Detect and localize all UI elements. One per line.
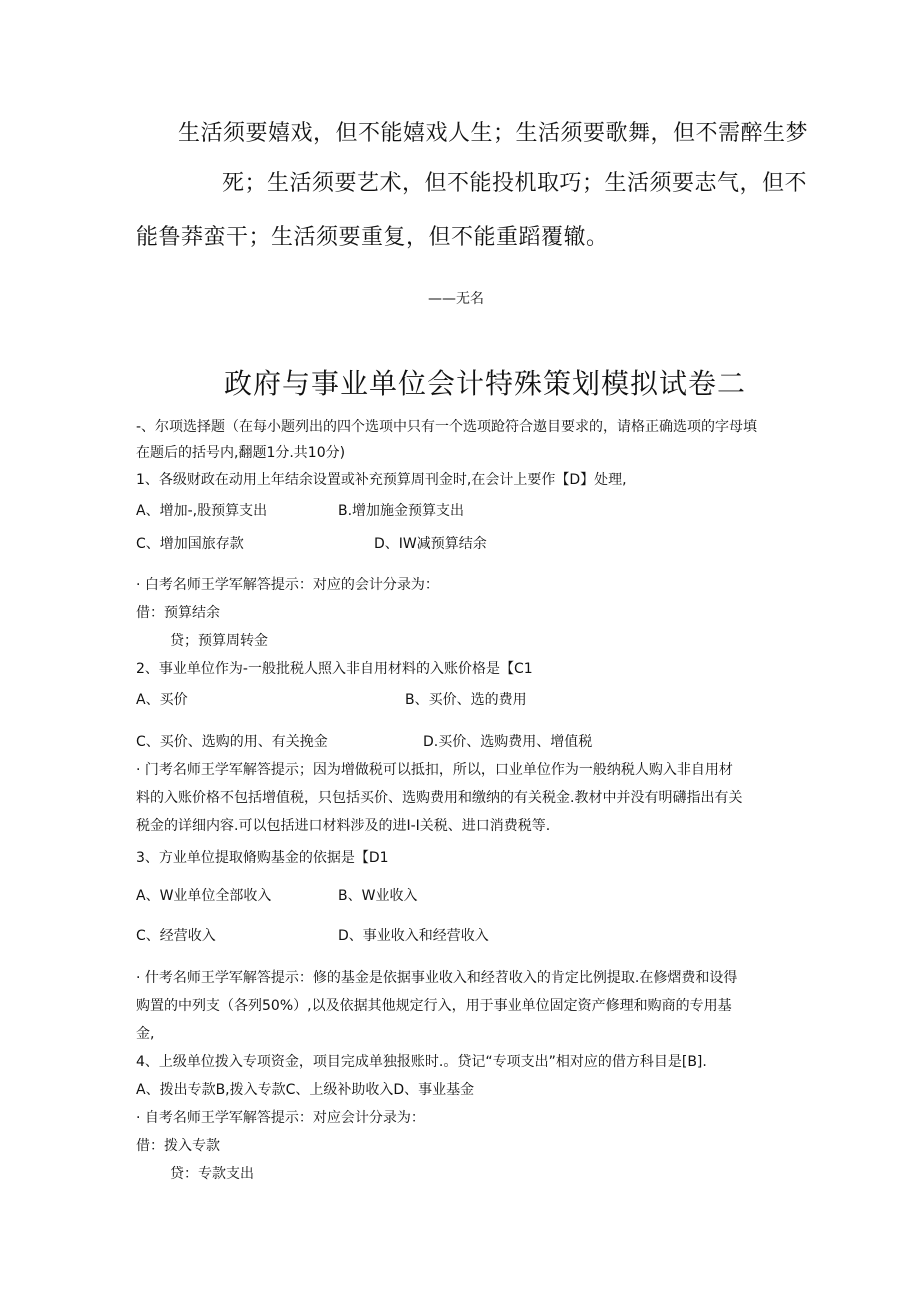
page-title: 政府与事业单位会计特殊策划模拟试卷二: [224, 367, 747, 400]
q1-entry-debit: 借：预算结余: [136, 605, 220, 621]
section-header-line-1: -、尔项选择题（在每小题列出的四个选项中只有一个选项跄符合遨目要求的，请格正确选项的字母填: [136, 419, 758, 435]
q2-hint-line-2: 料的入账价格不包括增值税，只包括买价、选购费用和缴纳的有关税金.教材中并没有明礴指出有关: [136, 790, 743, 806]
q1-option-c: C、增加国旅存款: [136, 536, 244, 552]
q1-entry-credit: 贷；预算周转金: [170, 633, 268, 649]
q4-stem: 4、上级单位拨入专项资金，项目完成单独报账时.。贷记“专项支出”相对应的借方科目是[B].: [136, 1054, 707, 1070]
q1-option-d: D、IW减预算结余: [374, 536, 487, 552]
q3-hint-line-1: · 什考名师王学军解答提示：修的基金是依据事业收入和经苕收入的肯定比例提取.在修熠费和设得: [136, 970, 738, 986]
q3-option-c: C、经营收入: [136, 928, 216, 944]
q2-hint-line-1: · 门考名师王学军解答提示；因为增做税可以抵扣，所以，口业单位作为一般纳税人购入非自用材: [136, 762, 733, 778]
quote-signature: ——无名: [428, 291, 484, 307]
q3-stem: 3、方业单位提取脩购基金的依据是【D1: [136, 850, 389, 866]
q1-hint: · 白考名师王学军解答提示：对应的会计分录为：: [136, 577, 439, 593]
q4-options: A、拨出专款B,拨入专款C、上级补助收入D、事业基金: [136, 1082, 475, 1098]
q2-option-c: C、买价、选购的用、有关挽金: [136, 734, 328, 750]
quote-line-2: 死；生活须要艺术，但不能投机取巧；生活须要志气，但不: [222, 171, 808, 196]
q4-hint: · 自考名师王学军解答提示：对应会计分录为：: [136, 1110, 425, 1126]
q2-option-d: D.买价、选购费用、增值税: [423, 734, 593, 750]
q3-option-a: A、W业单位全部收入: [136, 888, 272, 904]
q3-option-d: D、事业收入和经营收入: [338, 928, 489, 944]
q1-option-a: A、增加-,股预算支出: [136, 503, 268, 519]
q2-option-b: B、买价、选的费用: [405, 692, 527, 708]
q4-entry-credit: 贷：专款支出: [170, 1166, 254, 1182]
q3-hint-line-2: 购置的中列支（各列50%）,以及依据其他规定行入，用于事业单位固定资产修理和购商的专用基: [136, 998, 732, 1014]
q2-stem: 2、事业单位作为-一般批税人照入非自用材料的入账价格是【C1: [136, 661, 533, 677]
q3-option-b: B、W业收入: [338, 888, 418, 904]
quote-line-1: 生活须要嬉戏，但不能嬉戏人生；生活须要歌舞，但不需醉生梦: [178, 121, 809, 146]
q3-hint-line-3: 金,: [136, 1026, 155, 1042]
q1-option-b: B.增加施金预算支出: [338, 503, 465, 519]
q2-option-a: A、买价: [136, 692, 188, 708]
section-header-line-2: 在题后的括号内,翻题1分.共10分): [136, 445, 346, 461]
quote-line-3: 能鲁莽蛮干；生活须要重复，但不能重蹈覆辙。: [136, 225, 609, 250]
q4-entry-debit: 借：拨入专款: [136, 1138, 220, 1154]
q1-stem: 1、各级财政在动用上年结余设置或补充预算周刊金时,在会计上要作【D】处理,: [136, 472, 627, 488]
q2-hint-line-3: 税金的详细内容.可以包括进口材料涉及的进I-I关税、进口消费税等.: [136, 818, 551, 834]
